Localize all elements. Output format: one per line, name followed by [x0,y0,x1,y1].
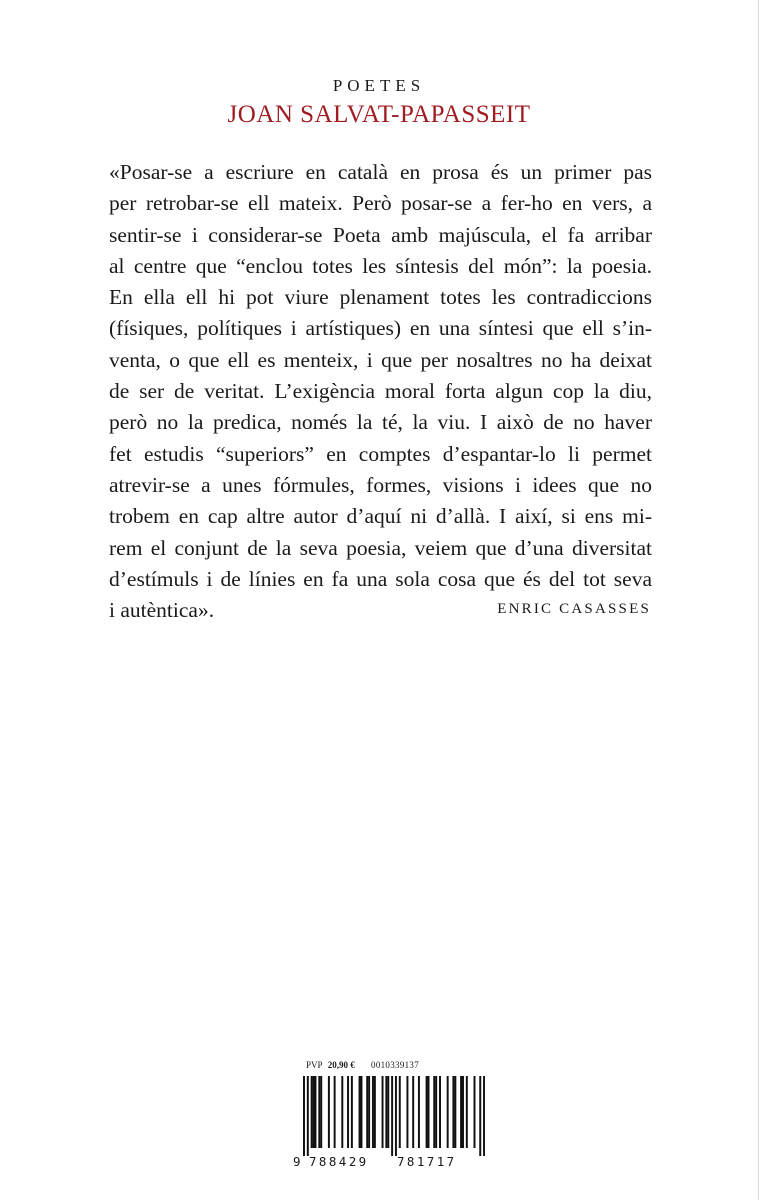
barcode-bar [341,1076,343,1148]
isbn-first-digit: 9 [293,1154,301,1169]
blurb-line: venta, o que ell es menteix, i que per nosaltres no ha deixat [109,347,652,372]
barcode-bar [372,1076,374,1148]
blurb-line: atrevir-se a unes fórmules, formes, visions i idees que no [109,472,652,497]
barcode-bar [460,1076,462,1148]
barcode-bar [391,1076,393,1156]
blurb-line: però no la predica, només la té, la viu. I això de no haver [109,410,652,435]
barcode-bar [435,1076,437,1148]
blurb-line: al centre que “enclou totes les síntesis del món”: la poesia. [109,253,652,278]
blurb-line: «Posar-se a escriure en català en prosa és un primer pas [109,160,652,184]
barcode-bar [382,1076,384,1148]
barcode-bar [412,1076,414,1148]
barcode-bar [474,1076,476,1148]
barcode-bar [479,1076,481,1156]
barcode-bar [385,1076,387,1148]
product-code: 0010339137 [371,1060,420,1070]
barcode-bar [428,1076,430,1148]
barcode-bar [374,1076,376,1148]
blurb-line: trobem en cap altre autor d’aquí ni d’allà. I així, si ens mi- [109,504,652,529]
barcode-bar [418,1076,420,1148]
barcode-bar [387,1076,389,1148]
barcode-bar [320,1076,322,1148]
barcode-bar [454,1076,456,1148]
barcode-bar [447,1076,449,1148]
blurb-line: rem el conjunt de la seva poesia, veiem que d’una diversitat [109,535,652,560]
barcode-bar [399,1076,401,1148]
price-value: 20,90 € [327,1060,355,1070]
blurb-line: (físiques, polítiques i artístiques) en una síntesi que ell s’in- [109,316,652,341]
barcode-bar [466,1076,468,1148]
blurb-text [109,157,652,626]
blurb-line: fet estudis “superiors” en comptes d’espantar-lo li permet [109,441,652,466]
barcode-icon [303,1076,485,1156]
isbn-group-left: 788429 [309,1154,369,1169]
barcode-bar [433,1076,435,1148]
barcode-bar [366,1076,368,1148]
isbn-group-right: 781717 [397,1154,457,1169]
blurb-line: En ella ell hi pot viure plenament totes les contradiccions [109,285,652,310]
blurb-line: de ser de veritat. L’exigència moral forta algun cop la diu, [109,379,652,404]
barcode-bar [368,1076,370,1148]
barcode-bar [426,1076,428,1148]
barcode-bar [483,1076,485,1156]
series-title: POETES [332,76,426,95]
barcode-bar [406,1076,408,1148]
barcode-bar [360,1076,362,1148]
blurb-line: sentir-se i considerar-se Poeta amb majúscula, el fa arribar [109,222,652,247]
barcode-block [293,1060,493,1170]
blurb-line: d’estímuls i de línies en fa una sola cosa que és del tot seva [109,566,652,591]
barcode-bar [311,1076,313,1148]
barcode-bar [307,1076,309,1156]
barcode-bar [347,1076,349,1148]
barcode-bar [462,1076,464,1148]
barcode-bar [318,1076,320,1148]
barcode-bar [395,1076,397,1156]
barcode-bar [452,1076,454,1148]
barcode-bar [328,1076,330,1148]
price-row [306,1060,486,1070]
barcode-bar [334,1076,336,1148]
barcode-bar [439,1076,441,1148]
barcode-bar [303,1076,305,1156]
barcode-bar [314,1076,316,1148]
barcode-bar [351,1076,353,1148]
blurb-line: per retrobar-se ell mateix. Però posar-se a fer-ho en vers, a [109,191,652,216]
pvp-label: PVP [306,1060,323,1070]
author-name: JOAN SALVAT-PAPASSEIT [227,101,531,128]
barcode-bar [359,1076,361,1148]
barcode-bar [313,1076,315,1148]
blurb-signature: ENRIC CASASSES [497,601,651,617]
blurb-line: i autèntica». [109,598,215,623]
